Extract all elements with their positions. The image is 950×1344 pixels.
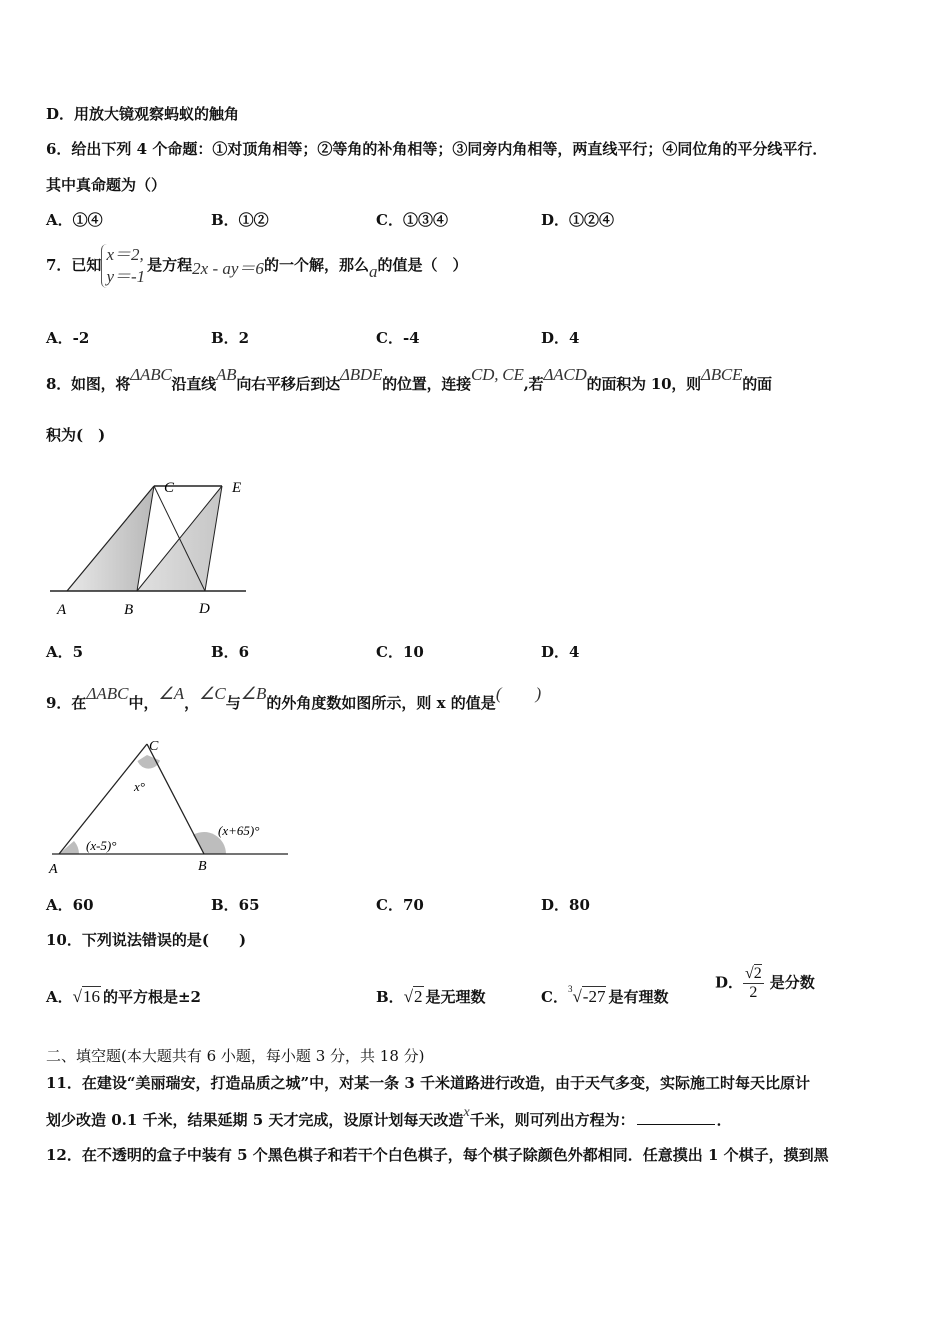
q10-a-label: A．	[46, 988, 73, 1006]
q8-option-b: B．6	[211, 643, 250, 661]
q10-c-cbrt: $^3$√-27	[567, 984, 606, 1006]
q9-option-d: D．80	[541, 896, 590, 914]
q10-a-text: 的平方根是±2	[102, 988, 201, 1006]
q8-text-5: ,若	[523, 375, 544, 393]
section-2-title: 二、填空题(本大题共有 6 小题，每小题 3 分，共 18 分)	[46, 1047, 425, 1065]
q9-answer-paren: ( )	[495, 684, 542, 703]
q10-d-denominator: 2	[749, 984, 758, 1001]
q10-option-d	[715, 965, 815, 1002]
q8-text-1: 8．如图，将	[46, 375, 131, 393]
q10-option-b	[376, 986, 486, 1007]
q10-d-num-radicand: 2	[753, 965, 762, 982]
q7-prefix: 7．已知	[46, 256, 102, 274]
q9-option-b: B．65	[211, 896, 260, 914]
q8-math-cd-ce: CD, CE	[470, 365, 524, 384]
q10-c-radicand: -27	[582, 987, 606, 1006]
q6-option-c: C．①③④	[376, 211, 448, 229]
q9-math-angle-c: ∠C	[199, 684, 226, 703]
q9-label-c: C	[149, 739, 159, 754]
q10-c-index: 3	[567, 984, 573, 995]
q10-d-numerator: √2	[745, 965, 762, 982]
q10-option-a	[46, 986, 201, 1007]
q8-stem-line2: 积为( )	[46, 426, 106, 444]
q6-option-a: A．①④	[46, 211, 103, 229]
q9-text-3: ，	[184, 694, 200, 712]
q8-label-d: D	[199, 601, 210, 617]
q12-line1: 12．在不透明的盒子中装有 5 个黑色棋子和若干个白色棋子，每个棋子除颜色外都相同．任意摸出 1 个棋子，摸到黑	[46, 1146, 829, 1164]
q5-option-d: D．用放大镜观察蚂蚁的触角	[46, 105, 240, 123]
q7-suffix: 的值是（ ）	[377, 256, 468, 274]
q10-option-c	[541, 986, 668, 1007]
q8-label-b: B	[124, 602, 134, 618]
q7-variable-a: a	[368, 262, 378, 281]
q10-a-sqrt: √16	[72, 987, 100, 1006]
q8-math-bde: ΔBDE	[339, 365, 383, 384]
q7-equation-system	[101, 244, 145, 288]
q8-math-abc: ΔABC	[130, 365, 172, 384]
q8-option-d: D．4	[541, 643, 580, 661]
q7-option-a: A．-2	[46, 329, 90, 347]
q9-triangle-figure	[48, 734, 293, 880]
q11-line2	[46, 1105, 732, 1130]
q7-system-eq2: y＝-1	[106, 267, 146, 286]
q10-b-radicand: 2	[414, 987, 423, 1006]
q10-d-label: D．	[715, 973, 744, 992]
q9-angle-a-label: (x-5)°	[86, 838, 117, 853]
q7-system-eq1: x＝2,	[106, 245, 144, 264]
q7-mid2: 的一个解，那么	[263, 256, 369, 274]
q10-b-text: 是无理数	[425, 988, 486, 1006]
q7-option-c: C．-4	[376, 329, 420, 347]
q8-label-e: E	[232, 480, 242, 496]
q11-text-b: 千米，则可列出方程为：	[469, 1111, 635, 1129]
q10-d-text: 是分数	[769, 973, 815, 992]
q9-label-b: B	[198, 859, 207, 874]
q8-stem-line1	[46, 365, 772, 394]
q7-stem	[46, 244, 467, 288]
q8-text-3: 向右平移后到达	[236, 375, 340, 393]
q10-b-label: B．	[376, 988, 404, 1006]
q9-angle-b-label: (x+65)°	[218, 823, 260, 838]
q9-text-5: 的外角度数如图所示，则 x 的值是	[266, 694, 496, 712]
q8-translation-figure	[50, 474, 260, 622]
q9-option-c: C．70	[376, 896, 424, 914]
q8-label-c: C	[164, 480, 175, 496]
q10-c-label: C．	[541, 988, 568, 1006]
q10-d-fraction	[743, 965, 764, 1002]
q6-stem-line2: 其中真命题为（）	[46, 176, 167, 194]
q10-stem: 10．下列说法错误的是( )	[46, 931, 247, 949]
q8-text-4: 的位置，连接	[382, 375, 471, 393]
q9-label-a: A	[49, 862, 58, 877]
q6-option-b: B．①②	[211, 211, 269, 229]
q6-stem-line1: 6．给出下列 4 个命题：①对顶角相等；②等角的补角相等；③同旁内角相等，两直线平行；④同位角的平分线平行．	[46, 140, 828, 158]
q9-angle-a-arc	[59, 841, 79, 854]
q8-math-bce: ΔBCE	[700, 365, 743, 384]
q10-b-sqrt: √2	[403, 987, 423, 1006]
q10-c-text: 是有理数	[608, 988, 669, 1006]
q8-text-7: 的面	[742, 375, 772, 393]
q11-answer-blank[interactable]	[637, 1124, 715, 1125]
q9-segment-cb	[147, 744, 204, 854]
q7-option-b: B．2	[211, 329, 250, 347]
q9-math-angle-b: ∠B	[240, 684, 267, 703]
q9-text-4: 与	[225, 694, 241, 712]
q11-text-a: 划少改造 0.1 千米，结果延期 5 天才完成，设原计划每天改造	[46, 1111, 464, 1129]
q6-option-d: D．①②④	[541, 211, 615, 229]
q9-text-1: 9．在	[46, 694, 87, 712]
q8-option-c: C．10	[376, 643, 424, 661]
q9-option-a: A．60	[46, 896, 94, 914]
q9-text-2: 中，	[128, 694, 159, 712]
q10-a-radicand: 16	[82, 987, 100, 1006]
q8-math-ab: AB	[215, 365, 237, 384]
q7-option-d: D．4	[541, 329, 580, 347]
q11-variable-x: x	[463, 1105, 470, 1120]
q8-text-6: 的面积为 10，则	[586, 375, 701, 393]
q9-math-angle-a: ∠A	[158, 684, 185, 703]
q7-equation: 2x - ay＝6	[192, 259, 264, 278]
q9-angle-c-label: x°	[134, 779, 145, 794]
q7-mid: 是方程	[147, 256, 193, 274]
q8-text-2: 沿直线	[171, 375, 216, 393]
q8-option-a: A．5	[46, 643, 84, 661]
q8-label-a: A	[57, 602, 67, 618]
q9-stem	[46, 684, 542, 713]
q8-math-acd: ΔACD	[543, 365, 587, 384]
q11-line1: 11．在建设“美丽瑞安，打造品质之城”中，对某一条 3 千米道路进行改造，由于天气多变，实际施工时每天比原计	[46, 1074, 811, 1092]
q11-text-c: ．	[716, 1111, 732, 1129]
q9-math-abc: ΔABC	[86, 684, 129, 703]
